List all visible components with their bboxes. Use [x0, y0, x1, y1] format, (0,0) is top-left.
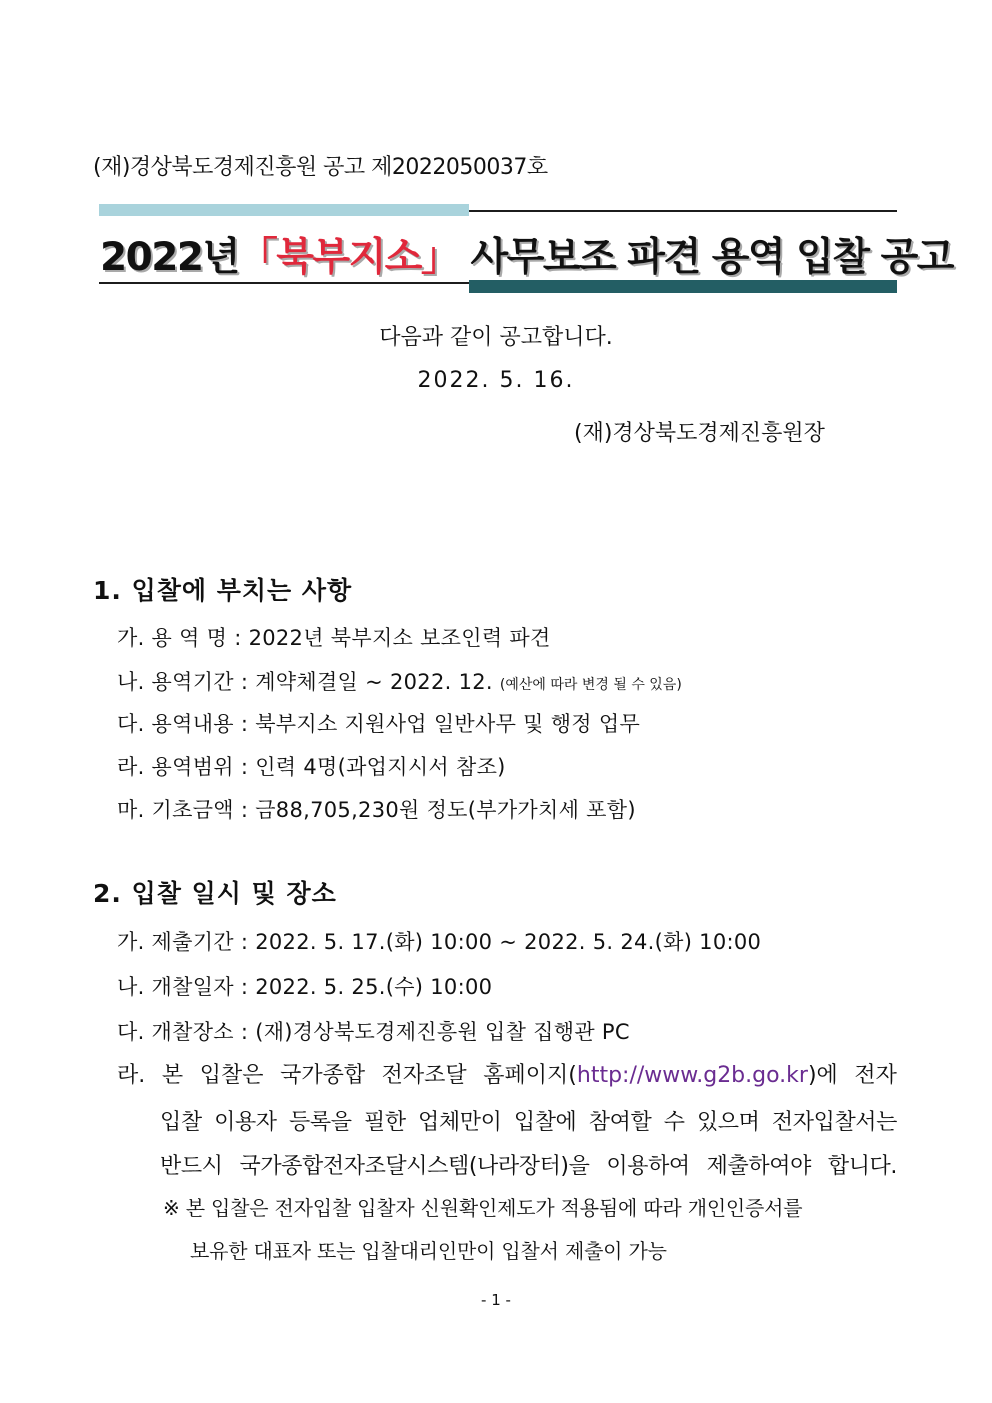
list-item: 가. 용 역 명 : 2022년 북부지소 보조인력 파견	[117, 626, 551, 650]
title-rest: 사무보조 파견 용역 입찰 공고	[470, 235, 953, 280]
list-item-text: 나. 용역기간 : 계약체결일 ~ 2022. 12.	[117, 670, 493, 694]
list-item: 다. 용역내용 : 북부지소 지원사업 일반사무 및 행정 업무	[117, 712, 641, 736]
title-year: 2022년	[100, 235, 239, 280]
list-item	[117, 666, 682, 696]
notice-number: (재)경상북도경제진흥원 공고 제2022050037호	[93, 155, 548, 180]
paragraph-line-1	[117, 1058, 897, 1089]
page-number: - 1 -	[481, 1291, 511, 1309]
reference-note-line-2: 보유한 대표자 또는 입찰대리인만이 입찰서 제출이 가능	[190, 1239, 667, 1263]
paragraph-word-with-url: 홈페이지(http://www.g2b.go.kr)에	[483, 1063, 838, 1088]
list-item: 마. 기초금액 : 금88,705,230원 정도(부가가치세 포함)	[117, 798, 636, 822]
signer: (재)경상북도경제진흥원장	[574, 421, 825, 446]
list-item: 나. 개찰일자 : 2022. 5. 25.(수) 10:00	[117, 975, 493, 999]
announcement-date: 2022. 5. 16.	[417, 368, 575, 393]
list-item: 가. 제출기간 : 2022. 5. 17.(화) 10:00 ~ 2022. 5. 24.(화) 10:00	[117, 930, 762, 954]
paragraph-word: 국가종합	[280, 1063, 366, 1088]
paragraph-word: 라.	[117, 1063, 146, 1088]
section-1-heading: 1. 입찰에 부치는 사항	[93, 576, 353, 605]
list-item: 다. 개찰장소 : (재)경상북도경제진흥원 입찰 집행관 PC	[117, 1020, 630, 1044]
list-item: 라. 용역범위 : 인력 4명(과업지시서 참조)	[117, 755, 506, 779]
paragraph-word: 본	[161, 1063, 184, 1088]
title-bottom-rule	[99, 282, 469, 284]
intro-text: 다음과 같이 공고합니다.	[379, 325, 613, 350]
reference-note-line-1: ※ 본 입찰은 전자입찰 입찰자 신원확인제도가 적용됨에 따라 개인인증서를	[163, 1196, 803, 1220]
list-item-note: (예산에 따라 변경 될 수 있음)	[499, 677, 682, 693]
paragraph-word: 입찰은	[199, 1063, 264, 1088]
paragraph-line-2: 입찰 이용자 등록을 필한 업체만이 입찰에 참여할 수 있으며 전자입찰서는	[160, 1110, 897, 1135]
paragraph-word: 전자조달	[381, 1063, 467, 1088]
section-2-heading: 2. 입찰 일시 및 장소	[93, 879, 337, 908]
title-top-band	[99, 204, 469, 216]
g2b-link[interactable]: http://www.g2b.go.kr	[576, 1063, 808, 1088]
title-top-rule	[469, 210, 897, 212]
title-highlight: 「북부지소」	[238, 235, 459, 280]
paragraph-word: 전자	[854, 1063, 897, 1088]
document-title	[100, 226, 953, 282]
title-bottom-band	[469, 280, 897, 293]
paragraph-line-3: 반드시 국가종합전자조달시스템(나라장터)을 이용하여 제출하여야 합니다.	[160, 1154, 897, 1179]
